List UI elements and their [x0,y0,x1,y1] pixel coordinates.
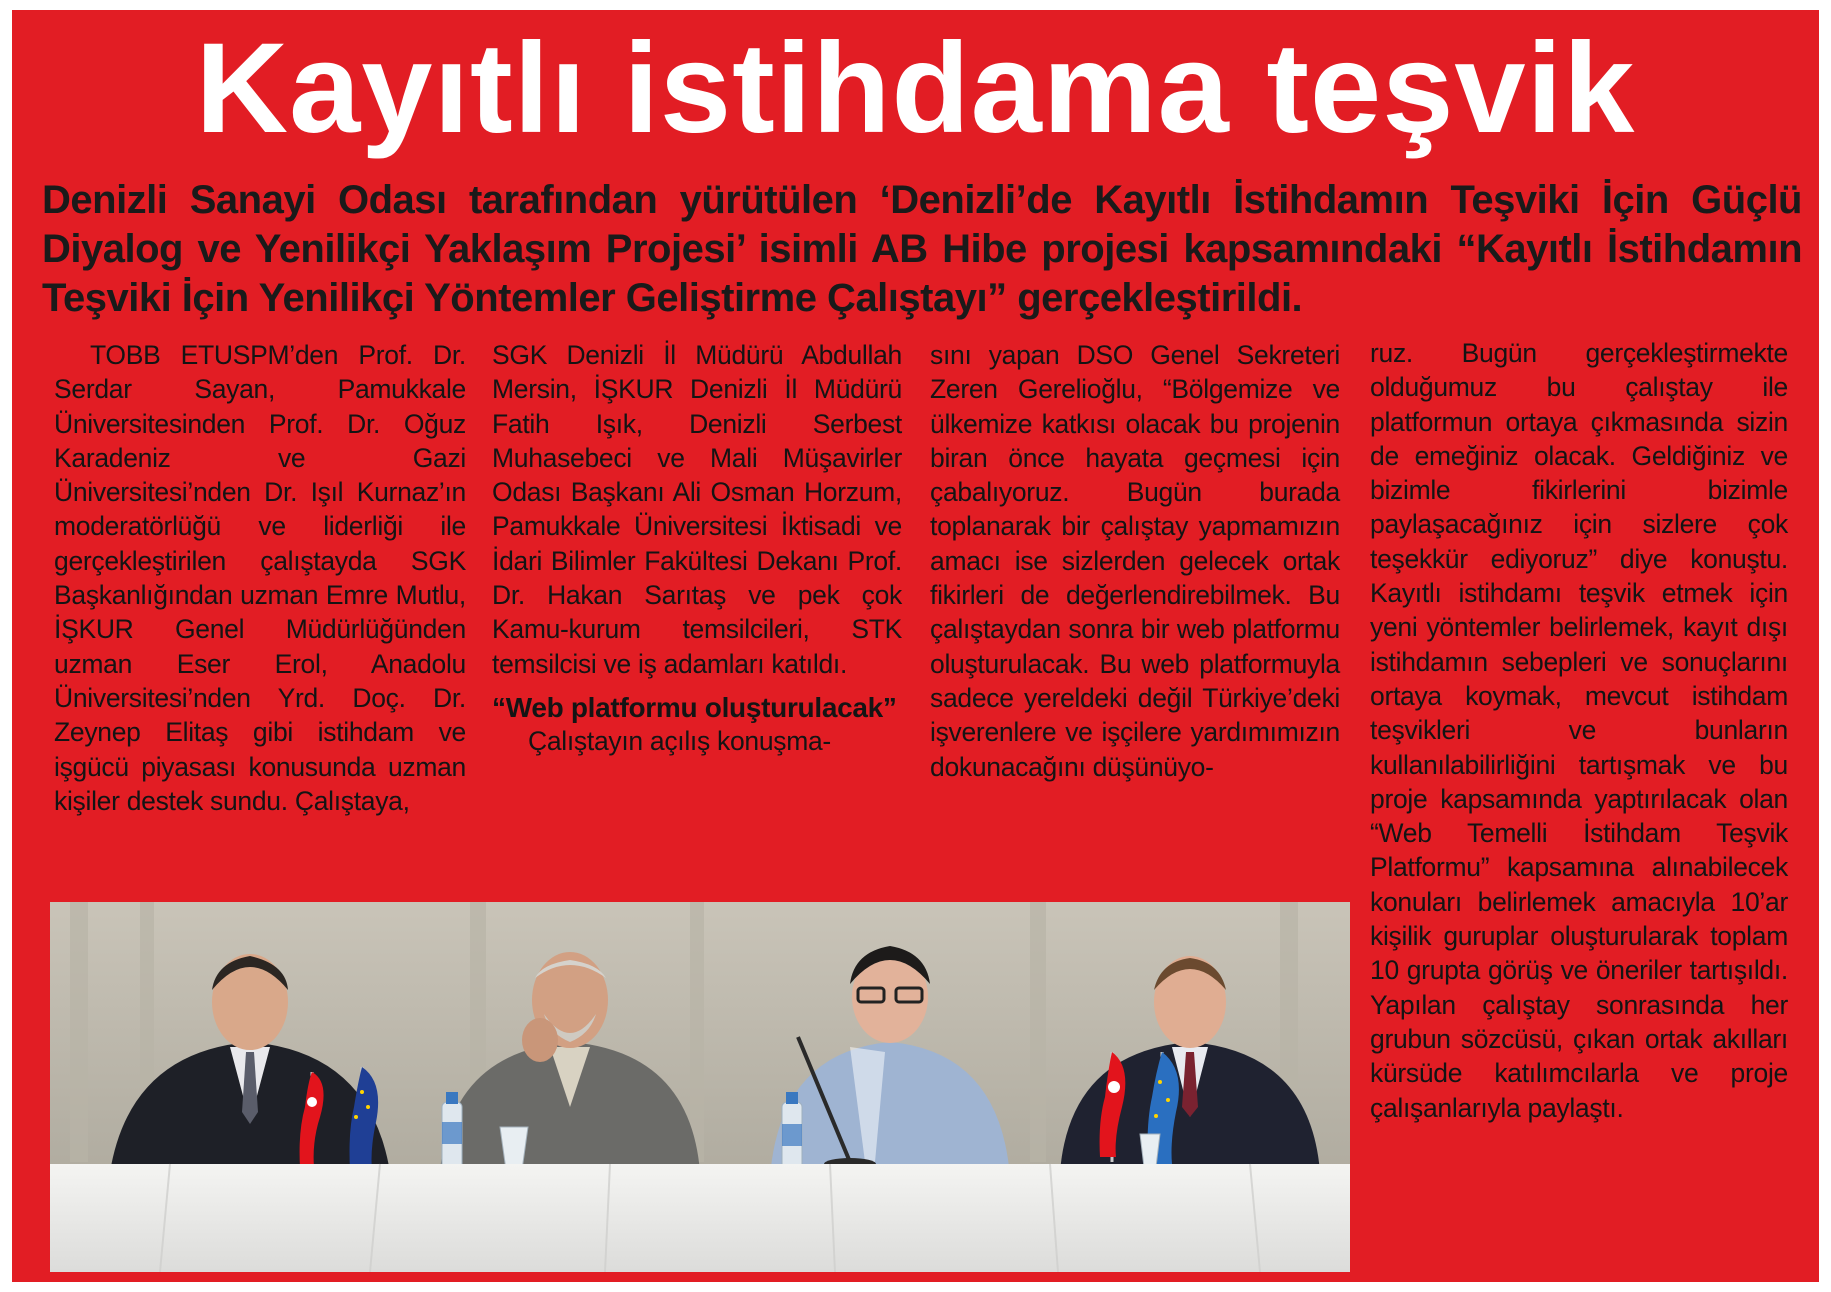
article-paragraph: TOBB ETUSPM’den Prof. Dr. Serdar Sayan, Pamukkale Üniversitesinden Prof. Dr. Oğuz Karadeniz ve Gazi Üniversitesi’nden Dr. Işıl Kurnaz’ın moderatörlüğü ve liderliği ile gerçekleştirilen çalıştayda SGK Başkanlığından uzman Emre Mutlu, İŞKUR Genel Müdürlüğünden uzman Eser Erol, Anadolu Üniversitesi’nden Yrd. Doç. Dr. Zeynep Elitaş gibi istihdam ve işgücü piyasası konusunda uzman kişiler destek sundu. Çalıştaya, [54,340,466,816]
article-column-1 [54,338,466,818]
article-paragraph: sını yapan DSO Genel Sekreteri Zeren Gerelioğlu, “Bölgemize ve ülkemize katkısı olacak bu projenin biran önce hayata geçmesi için çabalıyoruz. Bugün burada toplanarak bir çalıştay yapmamızın amacı ise sizlerden gelecek ortak fikirleri de değerlendirebilmek. Bu çalıştaydan sonra bir web platformu oluşturulacak. Bu web platformuyla sadece yereldeki değil Türkiye’deki işverenlere ve işçilere yardımımızın dokunacağını düşünüyo- [930,340,1340,782]
article-column-2 [492,338,902,758]
newspaper-clipping [12,10,1819,1282]
conference-table [50,1164,1350,1272]
article-paragraph: SGK Denizli İl Müdürü Abdullah Mersin, İŞKUR Denizli İl Müdürü Fatih Işık, Denizli Serbest Muhasebeci ve Mali Müşavirler Odası Başkanı Ali Osman Horzum, Pamukkale Üniversitesi İktisadi ve İdari Bilimler Fakültesi Dekanı Prof. Dr. Hakan Sarıtaş ve pek çok Kamu-kurum temsilcileri, STK temsilcisi ve iş adamları katıldı. [492,340,902,679]
headline: Kayıtlı istihdama teşvik [195,17,1636,160]
subheading: “Web platformu oluşturulacak” [492,691,897,723]
water-bottle-icon [782,1092,802,1174]
article-paragraph: Çalıştayın açılış konuşma- [528,725,831,756]
spot-lead: Denizli Sanayi Odası tarafından yürütülen ‘Denizli’de Kayıtlı İstihdamın Teşviki İçin Güçlü Diyalog ve Yenilikçi Yaklaşım Projesi’ isimli AB Hibe projesi kapsamındaki “Kayıtlı İstihdamın Teşviki İçin Yenilikçi Yöntemler Geliştirme Çalıştayı” gerçekleştirildi. [42,178,1802,320]
article-paragraph: ruz. Bugün gerçekleştirmekte olduğumuz bu çalıştay ile platformun ortaya çıkmasında sizin de emeğiniz olacak. Geldiğiniz ve bizimle fikirlerini bizimle paylaşacağınız için sizlere çok teşekkür ediyoruz” diye konuştu. Kayıtlı istihdamı teşvik etmek için yeni yöntemler belirlemek, kayıt dışı istihdamın sebepleri ve sonuçlarını ortaya koymak, mevcut istihdam teşvikleri ve bunların kullanılabilirliğini tartışmak ve bu proje kapsamında yaptırılacak olan “Web Temelli İstihdam Teşvik Platformu” kapsamına alınabilecek konuları belirlemek amacıyla 10’ar kişilik guruplar oluşturularak toplam 10 grupta görüş ve öneriler tartışıldı. Yapılan çalıştay sonrasında her grubun sözcüsü, çıkan ortak akılları kürsüde katılımcılarla ve proje çalışanlarıyla paylaştı. [1370,338,1788,1123]
article-column-3 [930,338,1340,784]
article-column-4 [1370,336,1788,1125]
water-bottle-icon [442,1092,462,1172]
workshop-photo [50,902,1350,1272]
